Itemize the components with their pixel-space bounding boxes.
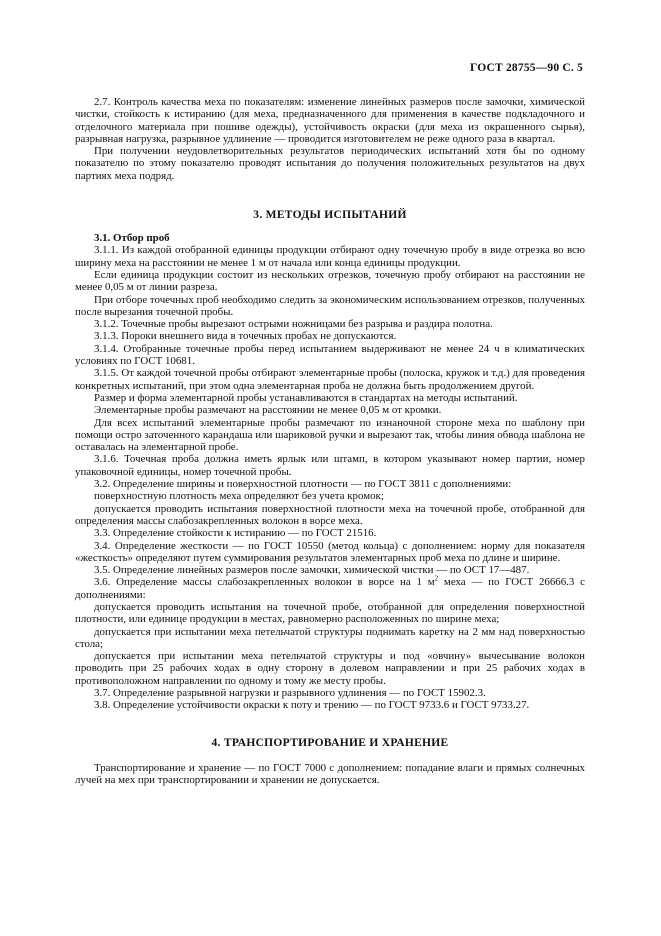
paragraph-3-2-b: допускается проводить испытания поверхностной плотности меха на точечной пробе, отобранной для определения массы слабозакрепленных волокон в ворсе меха.	[75, 502, 585, 527]
paragraph-3-2: 3.2. Определение ширины и поверхностной плотности — по ГОСТ 3811 с дополнениями:	[94, 478, 512, 491]
paragraph-3-7: 3.7. Определение разрывной нагрузки и разрывного удлинения — по ГОСТ 15902.3.	[94, 687, 486, 700]
paragraph-3-1-6: 3.1.6. Точечная проба должна иметь ярлык или штамп, в котором указывают номер партии, номер упаковочной единицы, номер точечной пробы.	[75, 453, 585, 478]
paragraph-3-8: 3.8. Определение устойчивости окраски к поту и трению — по ГОСТ 9733.6 и ГОСТ 9733.27.	[94, 699, 530, 712]
page-header: ГОСТ 28755—90 С. 5	[470, 62, 583, 74]
paragraph-2-7: 2.7. Контроль качества меха по показателям: изменение линейных размеров после замочки, химической чистки, стойкость к истиранию (для меха, предназначенного для применения в качестве подкладочного и отделочного материала при пошиве одежды), устойчивость окраски (для меха из окрашенного сырья), разрывная нагрузка, разрывное удлинение — проводится изготовителем не реже одного раза в квартал.	[75, 96, 585, 145]
paragraph-3-2-a: поверхностную плотность меха определяют без учета кромок;	[94, 490, 384, 503]
paragraph-3-6	[75, 576, 585, 601]
paragraph-3-6-text-a: 3.6. Определение массы слабозакрепленных волокон в ворсе на 1 м	[94, 576, 435, 589]
paragraph-3-1-5: 3.1.5. От каждой точечной пробы отбирают элементарные пробы (полоска, кружок и т.д.) для проведения конкретных испытаний, при этом одна элементарная проба не должна быть продолжением другой.	[75, 367, 585, 392]
paragraph-3-1-3: 3.1.3. Пороки внешнего вида в точечных пробах не допускаются.	[94, 330, 397, 343]
paragraph-3-1-5-d: Для всех испытаний элементарные пробы размечают по изнаночной стороне меха по шаблону при помощи остро заточенного карандаша или шариковой ручки и вырезают так, чтобы линия обвода шаблона не оставалась на элементарной пробе.	[75, 416, 585, 454]
paragraph-3-1-4: 3.1.4. Отобранные точечные пробы перед испытанием выдерживают не менее 24 ч в климатических условиях по ГОСТ 10681.	[75, 342, 585, 368]
superscript-2: 2	[434, 574, 439, 583]
paragraph-3-1-1: 3.1.1. Из каждой отобранной единицы продукции отбирают одну точечную пробу в виде отрезка во всю ширину меха на расстоянии не менее 1 м от начала или конца единицы продукции.	[75, 244, 585, 269]
paragraph-3-6-b: допускается при испытании меха петельчатой структуры поднимать каретку на 2 мм над поверхностью стола;	[75, 625, 585, 650]
paragraph-3-3: 3.3. Определение стойкости к истиранию — по ГОСТ 21516.	[94, 527, 377, 540]
paragraph-3-1-5-c: Элементарные пробы размечают на расстоянии не менее 0,05 м от кромки.	[94, 404, 442, 417]
page-content	[75, 96, 585, 786]
subheading-3-1: 3.1. Отбор проб	[94, 232, 170, 245]
section-4-title: 4. ТРАНСПОРТИРОВАНИЕ И ХРАНЕНИЕ	[211, 736, 449, 749]
paragraph-4: Транспортирование и хранение — по ГОСТ 7000 с дополнением: попадание влаги и прямых солнечных лучей на мех при транспортировании и хранении не допускается.	[75, 761, 585, 786]
paragraph-3-6-a: допускается проводить испытания на точечной пробе, отобранной для определения поверхностной плотности, или единице продукции в местах, равномерно расположенных по ширине меха;	[75, 600, 585, 626]
paragraph-3-1-5-b: Размер и форма элементарной пробы устанавливаются в стандартах на методы испытаний.	[94, 391, 518, 404]
section-3-title: 3. МЕТОДЫ ИСПЫТАНИЙ	[253, 209, 407, 222]
paragraph-3-5: 3.5. Определение линейных размеров после замочки, химической чистки — по ОСТ 17—487.	[94, 564, 530, 577]
paragraph-3-6-c: допускается при испытании меха петельчатой структуры и под «овчину» вычесывание волокон проводить при 25 рабочих ходах в одну сторону в долевом направлении и при 25 рабочих ходах в противоположном направлении по одному и тому же месту пробы.	[75, 650, 585, 687]
paragraph-3-4: 3.4. Определение жесткости — по ГОСТ 10550 (метод кольца) с дополнением: норму для показателя «жесткость» определяют путем суммирования результатов элементарных проб меха по длине и ширине.	[75, 539, 585, 564]
paragraph-3-1-2: 3.1.2. Точечные пробы вырезают острыми ножницами без разрыва и раздира полотна.	[94, 318, 493, 331]
paragraph-3-1-1-b: Если единица продукции состоит из нескольких отрезков, точечную пробу отбирают на расстоянии не менее 0,05 м от линии разреза.	[75, 268, 585, 294]
paragraph-3-1-1-c: При отборе точечных проб необходимо следить за экономическим использованием отрезков, полученных после вырезания точечной пробы.	[75, 293, 585, 318]
paragraph-repeat-tests: При получении неудовлетворительных результатов периодических испытаний хотя бы по одному показателю по этому показателю проводят испытания до получения положительных результатов на двух партиях меха подряд.	[75, 145, 585, 182]
paragraph-3-6-text-b: меха — по ГОСТ 26666.3 с дополнениями:	[75, 576, 585, 601]
